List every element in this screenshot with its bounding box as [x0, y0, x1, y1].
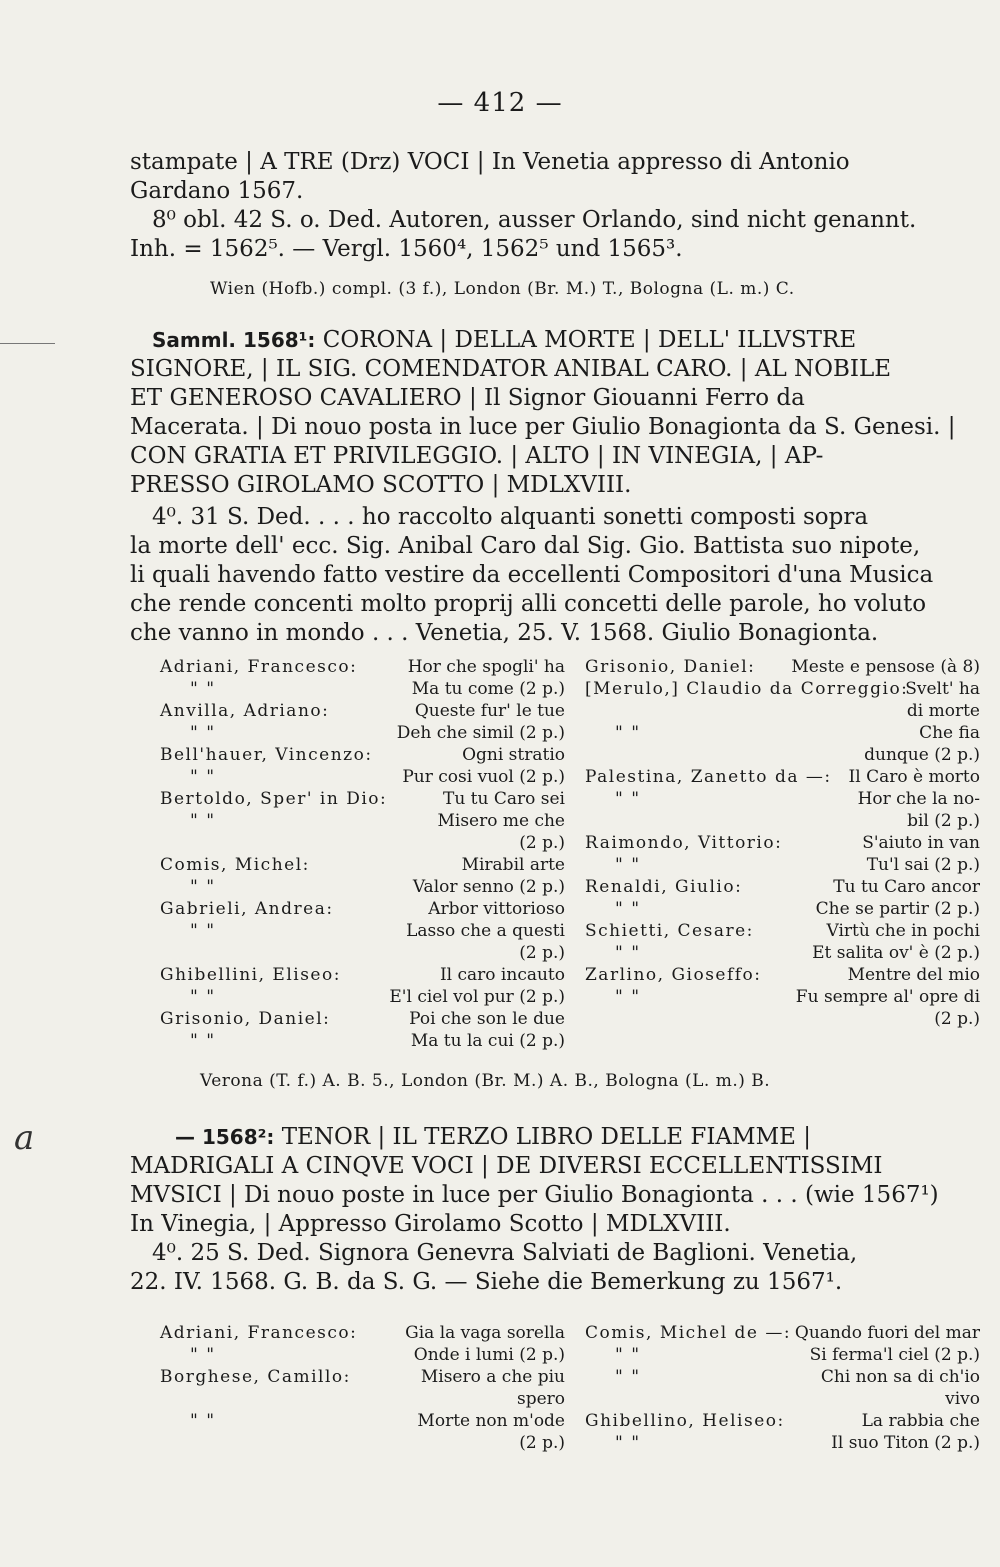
piece-title: Hor che la no-	[857, 789, 980, 809]
composer-name: " "	[190, 723, 216, 743]
list-item	[160, 832, 565, 854]
list-item	[160, 678, 565, 700]
margin-annotation: a	[14, 1118, 35, 1158]
list-item	[585, 722, 980, 744]
list-item	[160, 1366, 565, 1388]
entry-title: TENOR | IL TERZO LIBRO DELLE FIAMME |	[281, 1124, 811, 1150]
list-item	[160, 920, 565, 942]
entry-title-line: SIGNORE, | IL SIG. COMENDATOR ANIBAL CARO. | AL NOBILE	[130, 356, 892, 382]
list-item	[160, 1008, 565, 1030]
composer-list-left	[160, 656, 565, 1052]
intro-line: 8⁰ obl. 42 S. o. Ded. Autoren, ausser Orlando, sind nicht genannt.	[152, 207, 917, 233]
piece-title: Mentre del mio	[847, 965, 980, 985]
list-item	[585, 1388, 980, 1410]
entry-title-line: Macerata. | Di nouo posta in luce per Giulio Bonagionta da S. Genesi. |	[130, 414, 956, 440]
composer-name: Adriani, Francesco:	[160, 657, 358, 677]
composer-name: Comis, Michel:	[160, 855, 310, 875]
composer-name: " "	[615, 723, 641, 743]
piece-title: Ma tu come (2 p.)	[411, 679, 565, 699]
list-item	[160, 1344, 565, 1366]
composer-name: " "	[190, 1411, 216, 1431]
composer-name: Grisonio, Daniel:	[160, 1009, 331, 1029]
piece-title: vivo	[945, 1389, 980, 1409]
piece-title: Meste e pensose (à 8)	[791, 657, 980, 677]
piece-title: Morte non m'ode	[417, 1411, 565, 1431]
composer-name: Raimondo, Vittorio:	[585, 833, 783, 853]
entry-desc-line: 4⁰. 25 S. Ded. Signora Genevra Salviati de Baglioni. Venetia,	[152, 1240, 858, 1266]
library-locations: Wien (Hofb.) compl. (3 f.), London (Br. M.) T., Bologna (L. m.) C.	[210, 279, 795, 299]
composer-name: Bell'hauer, Vincenzo:	[160, 745, 373, 765]
piece-title: Che fia	[919, 723, 980, 743]
composer-name: " "	[615, 855, 641, 875]
piece-title: Virtù che in pochi	[826, 921, 980, 941]
list-item	[585, 1344, 980, 1366]
list-item	[585, 854, 980, 876]
piece-title: (2 p.)	[519, 1433, 565, 1453]
list-item	[585, 744, 980, 766]
piece-title: Ma tu la cui (2 p.)	[410, 1031, 565, 1051]
composer-name: " "	[190, 1031, 216, 1051]
composer-name: " "	[190, 1345, 216, 1365]
entry-title-line: In Vinegia, | Appresso Girolamo Scotto | MDLXVIII.	[130, 1211, 731, 1237]
list-item	[585, 788, 980, 810]
piece-title: Deh che simil (2 p.)	[396, 723, 565, 743]
composer-name: Schietti, Cesare:	[585, 921, 754, 941]
composer-name: " "	[190, 987, 216, 1007]
composer-name: Gabrieli, Andrea:	[160, 899, 334, 919]
list-item	[585, 700, 980, 722]
list-item	[160, 986, 565, 1008]
composer-name: " "	[615, 943, 641, 963]
composer-name: Palestina, Zanetto da —:	[585, 767, 832, 787]
composer-name: Zarlino, Gioseffo:	[585, 965, 762, 985]
piece-title: Valor senno (2 p.)	[412, 877, 565, 897]
piece-title: Hor che spogli' ha	[407, 657, 565, 677]
piece-title: S'aiuto in van	[862, 833, 980, 853]
list-item	[160, 964, 565, 986]
entry-desc-line: che rende concenti molto proprij alli concetti delle parole, ho voluto	[130, 591, 927, 617]
list-item	[585, 766, 980, 788]
piece-title: Gia la vaga sorella	[405, 1323, 565, 1343]
list-item	[160, 876, 565, 898]
composer-name: Renaldi, Giulio:	[585, 877, 743, 897]
entry-label: — 1568²:	[175, 1125, 275, 1149]
entry-heading	[130, 1123, 982, 1152]
composer-list-left	[160, 1322, 565, 1454]
list-item	[585, 1366, 980, 1388]
intro-line: Inh. = 1562⁵. — Vergl. 1560⁴, 1562⁵ und 1565³.	[130, 236, 683, 262]
list-item	[585, 964, 980, 986]
list-item	[585, 656, 980, 678]
piece-title: Pur cosi vuol (2 p.)	[402, 767, 565, 787]
entry-desc-line: 22. IV. 1568. G. B. da S. G. — Siehe die Bemerkung zu 1567¹.	[130, 1269, 843, 1295]
entry-heading	[130, 326, 982, 355]
composer-name: Comis, Michel de —:	[585, 1323, 792, 1343]
intro-line: Gardano 1567.	[130, 178, 304, 204]
entry-title-line: MADRIGALI A CINQVE VOCI | DE DIVERSI ECCELLENTISSIMI	[130, 1153, 883, 1179]
piece-title: (2 p.)	[934, 1009, 980, 1029]
composer-name: Ghibellino, Heliseo:	[585, 1411, 785, 1431]
list-item	[160, 1432, 565, 1454]
piece-title: (2 p.)	[519, 833, 565, 853]
piece-title: La rabbia che	[861, 1411, 980, 1431]
list-item	[585, 810, 980, 832]
piece-title: E'l ciel vol pur (2 p.)	[389, 987, 565, 1007]
list-item	[160, 744, 565, 766]
list-item	[585, 1008, 980, 1030]
list-item	[160, 1388, 565, 1410]
composer-name: Borghese, Camillo:	[160, 1367, 351, 1387]
piece-title: Il Caro è morto	[848, 767, 980, 787]
composer-list-right	[585, 1322, 980, 1454]
composer-name: " "	[615, 987, 641, 1007]
piece-title: dunque (2 p.)	[864, 745, 980, 765]
list-item	[585, 678, 980, 700]
list-item	[585, 920, 980, 942]
piece-title: bil (2 p.)	[907, 811, 980, 831]
composer-name: " "	[615, 789, 641, 809]
list-item	[160, 1322, 565, 1344]
composer-name: Anvilla, Adriano:	[160, 701, 330, 721]
composer-name: Adriani, Francesco:	[160, 1323, 358, 1343]
composer-name: Ghibellini, Eliseo:	[160, 965, 341, 985]
piece-title: Chi non sa di ch'io	[820, 1367, 980, 1387]
list-item	[585, 1322, 980, 1344]
composer-name: [Merulo,] Claudio da Correggio:	[585, 679, 909, 699]
list-item	[585, 832, 980, 854]
list-item	[585, 942, 980, 964]
piece-title: Et salita ov' è (2 p.)	[812, 943, 980, 963]
list-item	[160, 898, 565, 920]
list-item	[160, 656, 565, 678]
piece-title: Misero a che piu	[420, 1367, 565, 1387]
entry-desc-line: 4⁰. 31 S. Ded. . . . ho raccolto alquanti sonetti composti sopra	[152, 504, 869, 530]
piece-title: di morte	[906, 701, 980, 721]
list-item	[160, 766, 565, 788]
list-item	[160, 810, 565, 832]
list-item	[585, 1410, 980, 1432]
piece-title: Il suo Titon (2 p.)	[831, 1433, 980, 1453]
piece-title: Mirabil arte	[461, 855, 565, 875]
piece-title: Si ferma'l ciel (2 p.)	[809, 1345, 980, 1365]
piece-title: (2 p.)	[519, 943, 565, 963]
margin-rule	[0, 343, 55, 344]
entry-desc-line: la morte dell' ecc. Sig. Anibal Caro dal Sig. Gio. Battista suo nipote,	[130, 533, 921, 559]
entry-title-line: MVSICI | Di nouo poste in luce per Giulio Bonagionta . . . (wie 1567¹)	[130, 1182, 939, 1208]
entry-title-line: PRESSO GIROLAMO SCOTTO | MDLXVIII.	[130, 472, 632, 498]
piece-title: Fu sempre al' opre di	[795, 987, 980, 1007]
entry-title-line: CON GRATIA ET PRIVILEGGIO. | ALTO | IN VINEGIA, | AP-	[130, 443, 824, 469]
entry-desc-line: che vanno in mondo . . . Venetia, 25. V. 1568. Giulio Bonagionta.	[130, 620, 879, 646]
piece-title: Onde i lumi (2 p.)	[413, 1345, 565, 1365]
piece-title: Queste fur' le tue	[414, 701, 565, 721]
list-item	[585, 1432, 980, 1454]
piece-title: Lasso che a questi	[406, 921, 565, 941]
piece-title: Misero me che	[437, 811, 565, 831]
list-item	[160, 788, 565, 810]
composer-name: " "	[615, 1345, 641, 1365]
piece-title: Poi che son le due	[409, 1009, 565, 1029]
list-item	[585, 876, 980, 898]
list-item	[160, 700, 565, 722]
list-item	[160, 854, 565, 876]
composer-name: " "	[190, 921, 216, 941]
composer-name: Grisonio, Daniel:	[585, 657, 756, 677]
list-item	[585, 898, 980, 920]
piece-title: Il caro incauto	[439, 965, 565, 985]
piece-title: Che se partir (2 p.)	[815, 899, 980, 919]
piece-title: Arbor vittorioso	[428, 899, 565, 919]
composer-list-right	[585, 656, 980, 1030]
list-item	[160, 1410, 565, 1432]
entry-title-line: ET GENEROSO CAVALIERO | Il Signor Giouanni Ferro da	[130, 385, 805, 411]
composer-name: " "	[190, 877, 216, 897]
list-item	[160, 1030, 565, 1052]
library-locations: Verona (T. f.) A. B. 5., London (Br. M.) A. B., Bologna (L. m.) B.	[200, 1071, 771, 1091]
composer-name: " "	[190, 811, 216, 831]
composer-name: " "	[615, 899, 641, 919]
piece-title: spero	[516, 1389, 565, 1409]
entry-label: Samml. 1568¹:	[152, 328, 316, 352]
piece-title: Tu tu Caro sei	[442, 789, 565, 809]
composer-name: Bertoldo, Sper' in Dio:	[160, 789, 388, 809]
list-item	[160, 942, 565, 964]
composer-name: " "	[190, 767, 216, 787]
intro-line: stampate | A TRE (Drz) VOCI | In Venetia appresso di Antonio	[130, 149, 850, 175]
page-number: — 412 —	[437, 88, 563, 118]
piece-title: Svelt' ha	[905, 679, 980, 699]
entry-title: CORONA | DELLA MORTE | DELL' ILLVSTRE	[322, 327, 857, 353]
entry-desc-line: li quali havendo fatto vestire da eccellenti Compositori d'una Musica	[130, 562, 934, 588]
piece-title: Ogni stratio	[462, 745, 565, 765]
piece-title: Tu'l sai (2 p.)	[866, 855, 980, 875]
list-item	[585, 986, 980, 1008]
composer-name: " "	[615, 1367, 641, 1387]
composer-name: " "	[190, 679, 216, 699]
list-item	[160, 722, 565, 744]
piece-title: Tu tu Caro ancor	[833, 877, 980, 897]
piece-title: Quando fuori del mar	[794, 1323, 980, 1343]
composer-name: " "	[615, 1433, 641, 1453]
